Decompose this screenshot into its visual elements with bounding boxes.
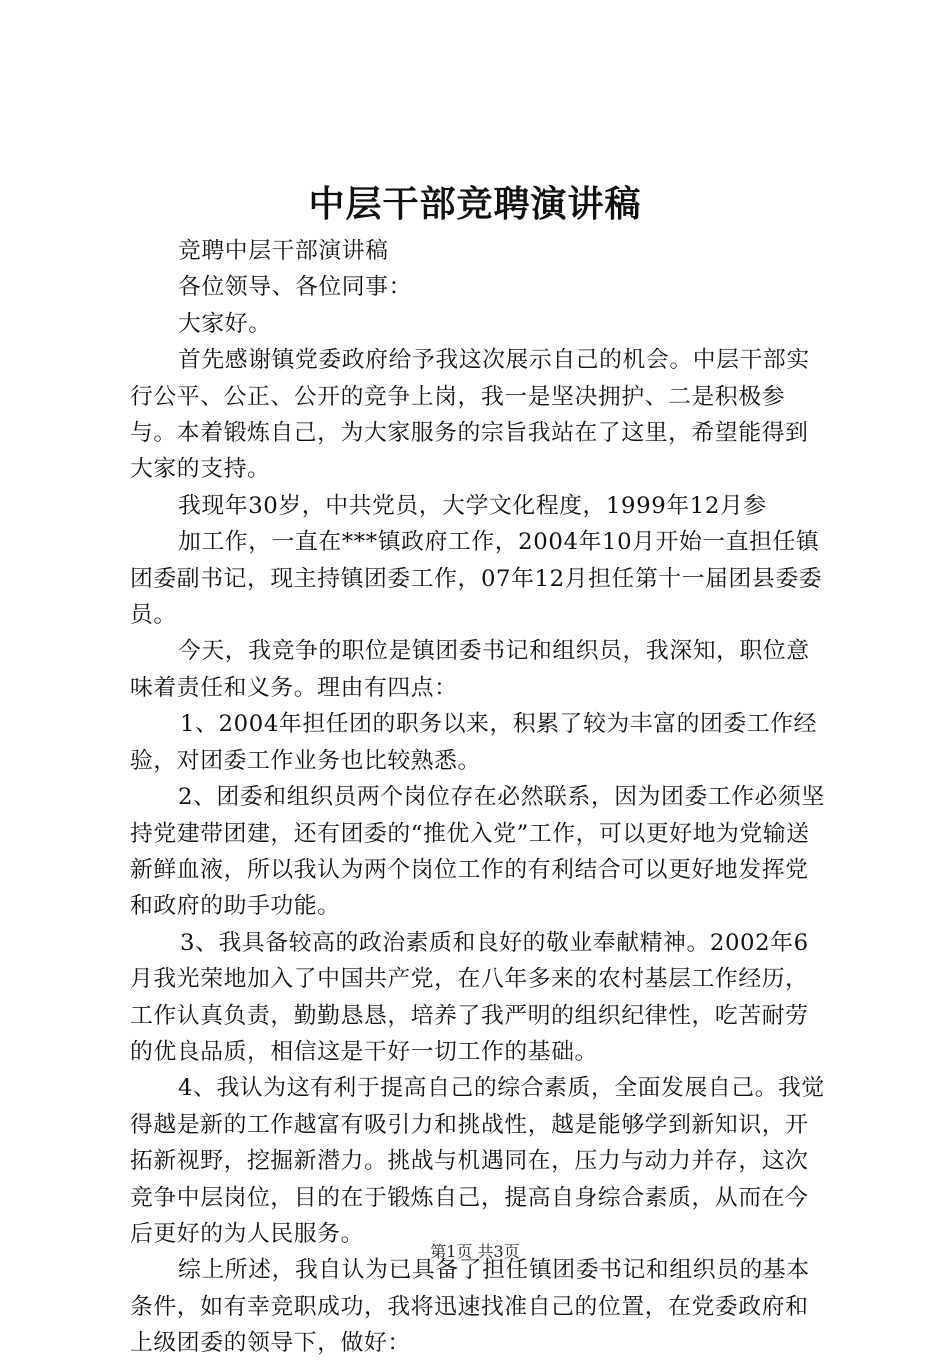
paragraph-reason-2: 2、团委和组织员两个岗位存在必然联系，因为团委工作必须坚持党建带团建，还有团委的“推优入党”工作，可以更好地为党输送新鲜血液，所以我认为两个岗位工作的有利结合可以更好地发挥党和政府的助手功能。 xyxy=(130,784,825,920)
paragraph-reason-1: 1、2004年担任团的职务以来，积累了较为丰富的团委工作经验，对团委工作业务也比较熟悉。 xyxy=(130,711,818,774)
paragraph-thanks: 首先感谢镇党委政府给予我这次展示自己的机会。中层干部实行公平、公正、公开的竞争上岗，我一是坚决拥护、二是积极参与。本着锻炼自己，为大家服务的宗旨我站在了这里，希望能得到大家的支持。 xyxy=(130,347,810,483)
paragraph-subtitle: 竞聘中层干部演讲稿 xyxy=(178,238,389,264)
paragraph-reason-3: 3、我具备较高的政治素质和良好的敬业奉献精神。2002年6月我光荣地加入了中国共产党，在八年多来的农村基层工作经历，工作认真负责，勤勤恳恳，培养了我严明的组织纪律性，吃苦耐劳的优良品质，相信这是干好一切工作的基础。 xyxy=(130,929,809,1065)
page-number-footer: 第1页 共3页 xyxy=(430,1242,520,1261)
paragraph-intro-continued: 加工作，一直在***镇政府工作，2004年10月开始一直担任镇团委副书记，现主持镇团委工作，07年12月担任第十一届团县委委员。 xyxy=(130,529,823,629)
paragraph-reason-4: 4、我认为这有利于提高自己的综合素质，全面发展自己。我觉得越是新的工作越富有吸引力和挑战性，越是能够学到新知识，开拓新视野，挖掘新潜力。挑战与机遇同在，压力与动力并存，这次竞争中层岗位，目的在于锻炼自己，提高自身综合素质，从而在今后更好的为人民服务。 xyxy=(130,1075,825,1247)
paragraph-greeting: 大家好。 xyxy=(178,310,272,337)
document-body xyxy=(130,233,830,1362)
paragraph-summary: 综上所述，我自认为已具备了担任镇团委书记和组织员的基本条件，如有幸竞职成功，我将迅速找准自己的位置，在党委政府和上级团委的领导下，做好： xyxy=(130,1257,810,1357)
paragraph-position: 今天，我竞争的职位是镇团委书记和组织员，我深知，职位意味着责任和义务。理由有四点： xyxy=(130,638,810,701)
paragraph-intro-start: 我现年30岁，中共党员，大学文化程度，1999年12月参 xyxy=(178,492,767,519)
paragraph-salutation: 各位领导、各位同事： xyxy=(178,274,412,301)
document-title: 中层干部竞聘演讲稿 xyxy=(308,183,642,225)
